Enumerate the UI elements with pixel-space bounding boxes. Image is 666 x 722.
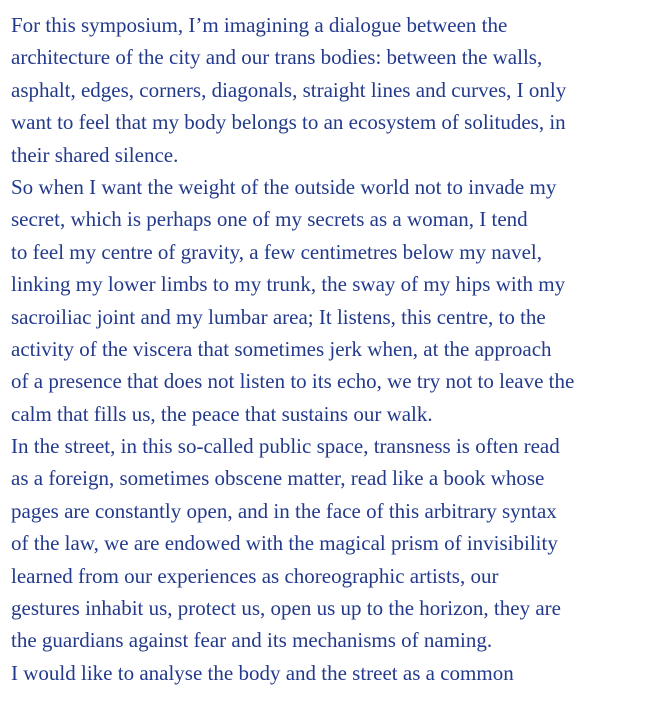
text-line: I would like to analyse the body and the street as a common xyxy=(11,660,514,685)
text-line: learned from our experiences as choreographic artists, our xyxy=(11,563,499,588)
text-line: calm that fills us, the peace that sustains our walk. xyxy=(11,401,433,426)
paragraph-2 xyxy=(11,171,661,430)
paragraph-3 xyxy=(11,430,661,657)
document-body xyxy=(11,9,661,689)
text-line: sacroiliac joint and my lumbar area; It listens, this centre, to the xyxy=(11,304,546,329)
paragraph-4 xyxy=(11,657,661,689)
text-line: For this symposium, I’m imagining a dialogue between the xyxy=(11,13,508,37)
text-line: gestures inhabit us, protect us, open us up to the horizon, they are xyxy=(11,596,561,621)
text-line: secret, which is perhaps one of my secrets as a woman, I tend xyxy=(11,207,528,232)
text-line: the guardians against fear and its mechanisms of naming. xyxy=(11,628,493,653)
text-line: linking my lower limbs to my trunk, the sway of my hips with my xyxy=(11,272,566,297)
text-line: their shared silence. xyxy=(11,142,179,167)
text-line: of the law, we are endowed with the magical prism of invisibility xyxy=(11,531,558,556)
text-line: to feel my centre of gravity, a few centimetres below my navel, xyxy=(11,239,543,264)
paragraph-1 xyxy=(11,9,661,171)
text-line: architecture of the city and our trans bodies: between the walls, xyxy=(11,45,543,70)
text-line: activity of the viscera that sometimes jerk when, at the approach xyxy=(11,336,552,361)
text-line: pages are constantly open, and in the face of this arbitrary syntax xyxy=(11,498,557,523)
text-line: asphalt, edges, corners, diagonals, straight lines and curves, I only xyxy=(11,77,567,102)
text-line: So when I want the weight of the outside world not to invade my xyxy=(11,174,557,199)
text-line: In the street, in this so-called public space, transness is often read xyxy=(11,434,560,459)
text-line: want to feel that my body belongs to an ecosystem of solitudes, in xyxy=(11,110,566,135)
text-line: as a foreign, sometimes obscene matter, read like a book whose xyxy=(11,466,545,491)
text-line: of a presence that does not listen to its echo, we try not to leave the xyxy=(11,369,575,394)
